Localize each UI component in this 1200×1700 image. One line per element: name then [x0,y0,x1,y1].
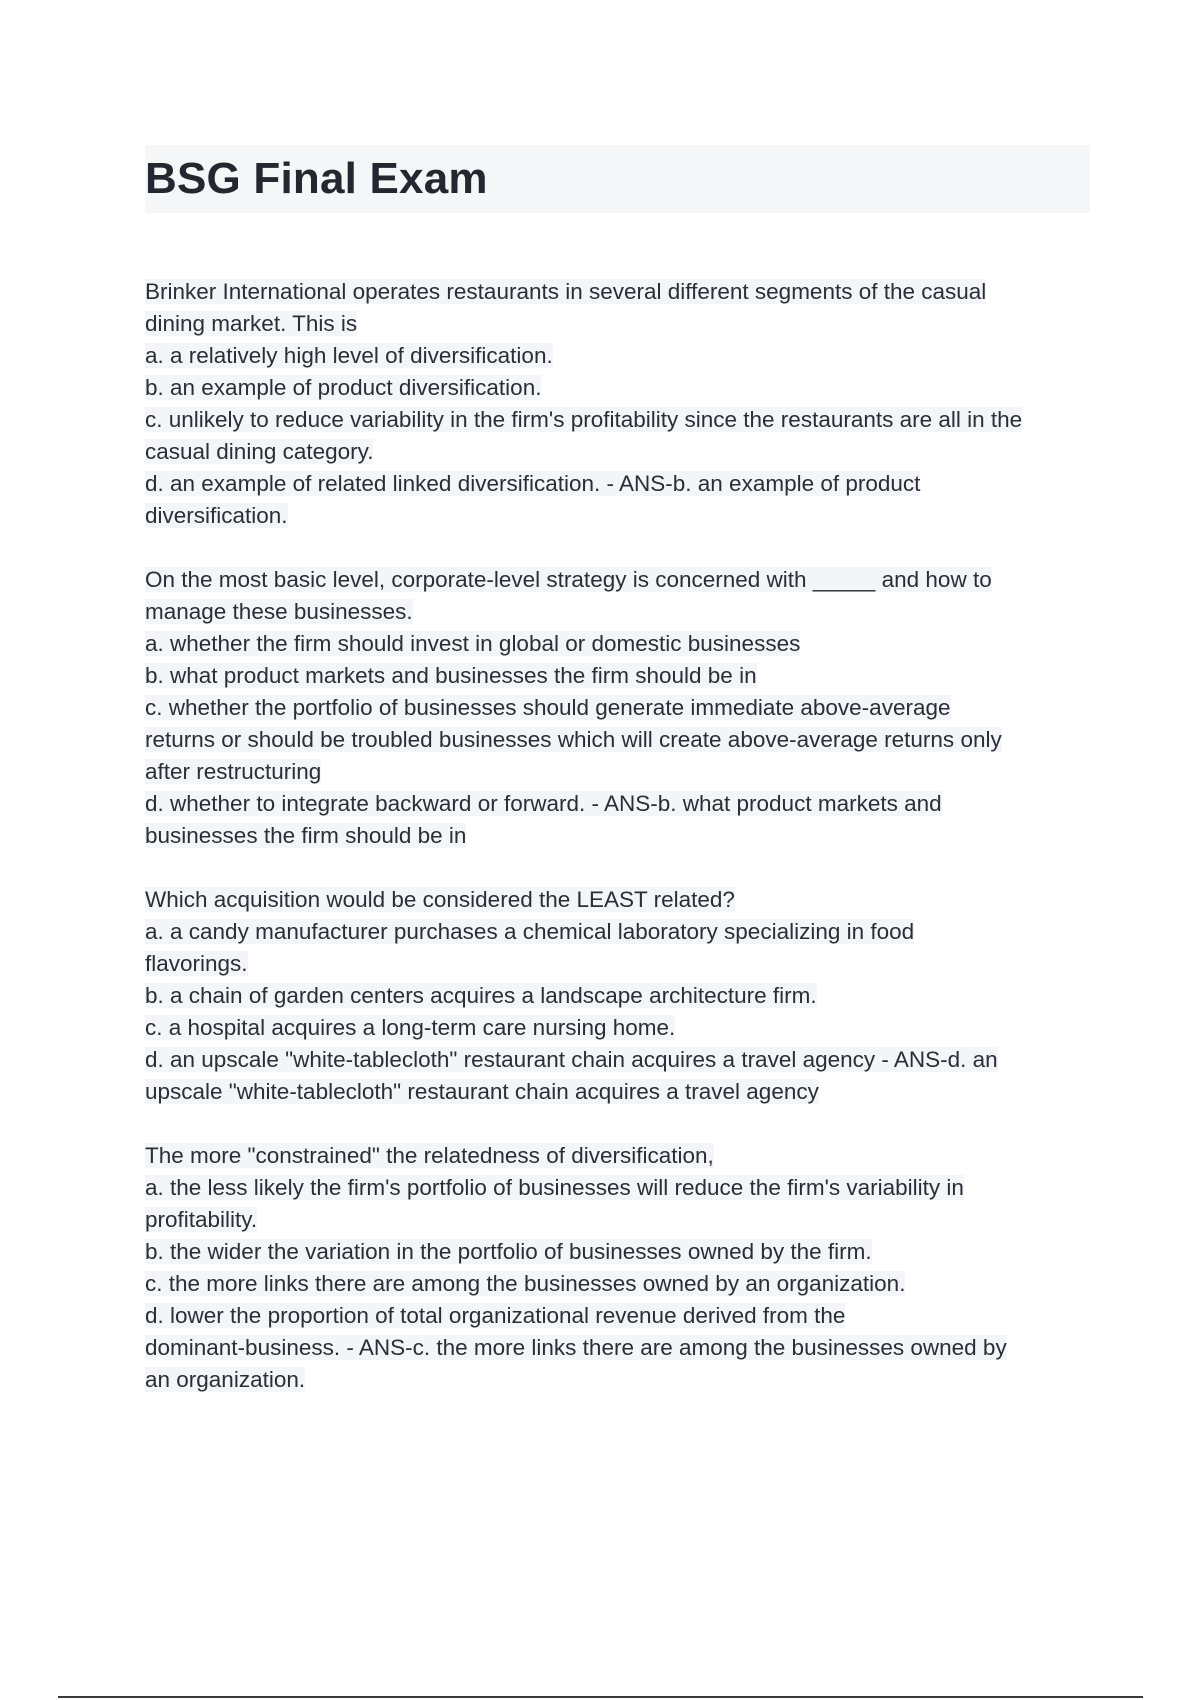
question-block [145,1140,1100,1396]
text-line [145,1044,1100,1076]
text-line [145,1332,1100,1364]
question-list [145,276,1100,1428]
line-text: a. the less likely the firm's portfolio of businesses will reduce the firm's variability in [145,1175,964,1200]
line-text: casual dining category. [145,439,374,464]
text-line [145,788,1100,820]
line-text: dining market. This is [145,311,358,336]
line-text: Brinker International operates restaurants in several different segments of the casual [145,279,987,304]
text-line [145,372,1100,404]
page-title: BSG Final Exam [145,154,488,203]
line-text: c. whether the portfolio of businesses should generate immediate above-average [145,695,951,720]
text-line [145,340,1100,372]
text-line [145,980,1100,1012]
text-line [145,1236,1100,1268]
line-text: dominant-business. - ANS-c. the more links there are among the businesses owned by [145,1335,1007,1360]
line-text: a. whether the firm should invest in global or domestic businesses [145,631,801,656]
text-line [145,916,1100,948]
text-line [145,948,1100,980]
line-text: d. an example of related linked diversification. - ANS-b. an example of product [145,471,921,496]
line-text: d. an upscale "white-tablecloth" restaurant chain acquires a travel agency - ANS-d. an [145,1047,998,1072]
line-text: after restructuring [145,759,322,784]
line-text: an organization. [145,1367,306,1392]
text-line [145,820,1100,852]
line-text: diversification. [145,503,288,528]
text-line [145,436,1100,468]
line-text: Which acquisition would be considered the LEAST related? [145,887,735,912]
line-text: upscale "white-tablecloth" restaurant chain acquires a travel agency [145,1079,819,1104]
line-text: a. a relatively high level of diversification. [145,343,553,368]
text-line [145,1012,1100,1044]
text-line [145,884,1100,916]
text-line [145,308,1100,340]
text-line [145,756,1100,788]
line-text: manage these businesses. [145,599,413,624]
question-block [145,564,1100,852]
line-text: businesses the firm should be in [145,823,467,848]
line-text: b. an example of product diversification. [145,375,542,400]
text-line [145,564,1100,596]
line-text: profitability. [145,1207,258,1232]
text-line [145,1204,1100,1236]
text-line [145,1140,1100,1172]
text-line [145,1172,1100,1204]
text-line [145,596,1100,628]
footer-divider [58,1696,1143,1698]
text-line [145,1268,1100,1300]
text-line [145,692,1100,724]
line-text: The more "constrained" the relatedness of diversification, [145,1143,714,1168]
line-text: d. lower the proportion of total organizational revenue derived from the [145,1303,846,1328]
text-line [145,660,1100,692]
line-text: b. what product markets and businesses the firm should be in [145,663,757,688]
text-line [145,1076,1100,1108]
text-line [145,468,1100,500]
line-text: b. a chain of garden centers acquires a landscape architecture firm. [145,983,817,1008]
line-text: b. the wider the variation in the portfolio of businesses owned by the firm. [145,1239,872,1264]
text-line [145,628,1100,660]
line-text: c. unlikely to reduce variability in the firm's profitability since the restaurants are all in the [145,407,1023,432]
line-text: d. whether to integrate backward or forward. - ANS-b. what product markets and [145,791,942,816]
text-line [145,1300,1100,1332]
line-text: c. a hospital acquires a long-term care nursing home. [145,1015,676,1040]
line-text: returns or should be troubled businesses which will create above-average returns only [145,727,1002,752]
line-text: flavorings. [145,951,248,976]
text-line [145,1364,1100,1396]
line-text: a. a candy manufacturer purchases a chemical laboratory specializing in food [145,919,915,944]
question-block [145,884,1100,1108]
text-line [145,724,1100,756]
line-text: c. the more links there are among the businesses owned by an organization. [145,1271,906,1296]
line-text: On the most basic level, corporate-level strategy is concerned with _____ and how to [145,567,992,592]
question-block [145,276,1100,532]
text-line [145,404,1100,436]
text-line [145,500,1100,532]
text-line [145,276,1100,308]
